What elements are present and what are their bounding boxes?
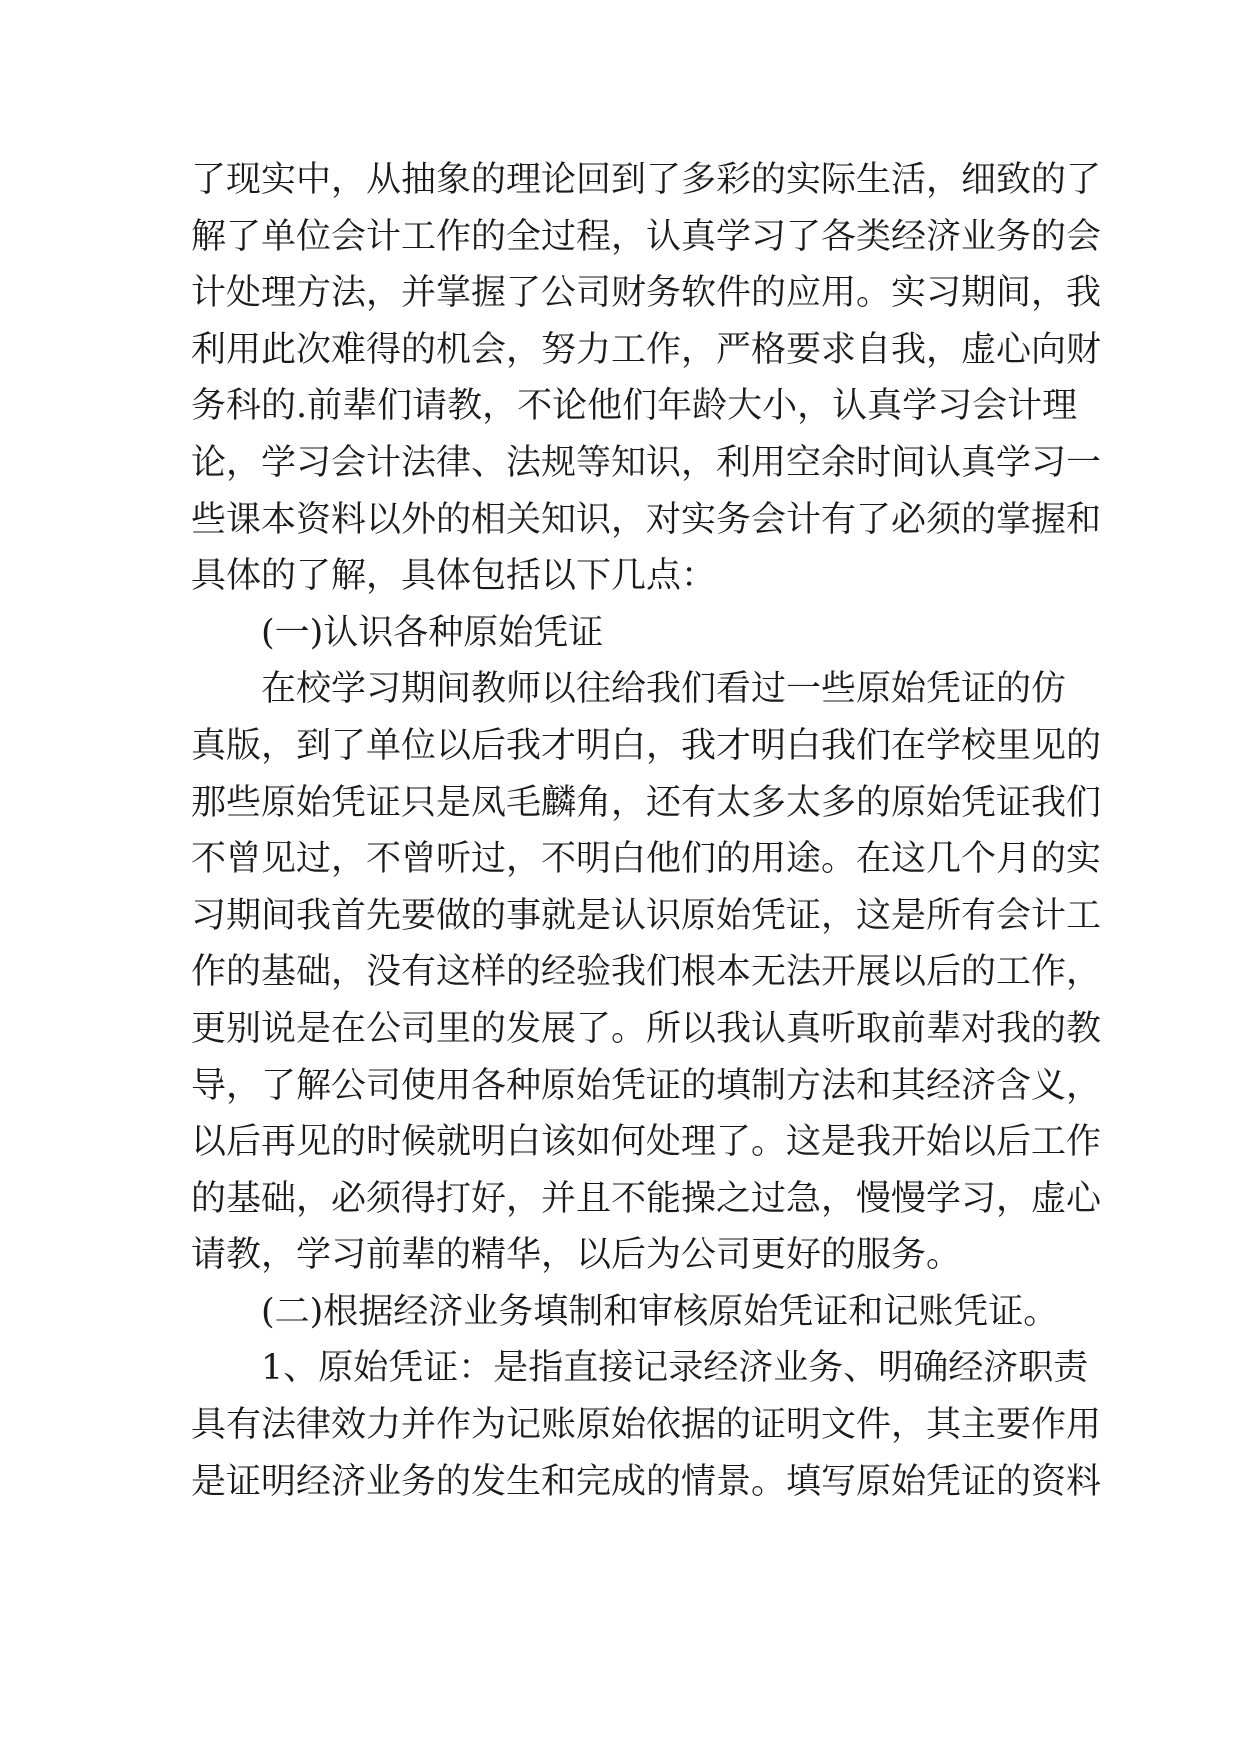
section-heading: (二)根据经济业务填制和审核原始凭证和记账凭证。	[261, 1291, 1059, 1332]
body-text	[191, 152, 1102, 1510]
text-line: 作的基础，没有这样的经验我们根本无法开展以后的工作，	[191, 952, 1102, 993]
text-line: 的基础，必须得打好，并且不能操之过急，慢慢学习，虚心	[191, 1178, 1102, 1219]
text-line: 请教，学习前辈的精华，以后为公司更好的服务。	[191, 1235, 962, 1276]
text-line: 在校学习期间教师以往给我们看过一些原始凭证的仿	[261, 669, 1067, 710]
text-line: 不曾见过，不曾听过，不明白他们的用途。在这几个月的实	[191, 839, 1102, 880]
text-line: 计处理方法，并掌握了公司财务软件的应用。实习期间，我	[191, 273, 1102, 314]
text-line: 更别说是在公司里的发展了。所以我认真听取前辈对我的教	[191, 1008, 1102, 1049]
section-heading: (一)认识各种原始凭证	[261, 612, 604, 653]
text-line: 解了单位会计工作的全过程，认真学习了各类经济业务的会	[191, 216, 1102, 257]
text-line: 1、原始凭证：是指直接记录经济业务、明确经济职责	[261, 1348, 1089, 1389]
text-line: 务科的.前辈们请教，不论他们年龄大小，认真学习会计理	[191, 386, 1078, 427]
text-line: 真版，到了单位以后我才明白，我才明白我们在学校里见的	[191, 725, 1102, 766]
text-line: 习期间我首先要做的事就是认识原始凭证，这是所有会计工	[191, 895, 1102, 936]
text-line: 具有法律效力并作为记账原始依据的证明文件，其主要作用	[191, 1405, 1102, 1446]
text-line: 那些原始凭证只是凤毛麟角，还有太多太多的原始凭证我们	[191, 782, 1102, 823]
text-line: 导，了解公司使用各种原始凭证的填制方法和其经济含义，	[191, 1065, 1102, 1106]
text-line: 论，学习会计法律、法规等知识，利用空余时间认真学习一	[191, 442, 1102, 483]
text-line: 利用此次难得的机会，努力工作，严格要求自我，虚心向财	[191, 329, 1102, 370]
text-line: 了现实中，从抽象的理论回到了多彩的实际生活，细致的了	[191, 160, 1102, 200]
text-line: 以后再见的时候就明白该如何处理了。这是我开始以后工作	[191, 1122, 1102, 1163]
text-line: 些课本资料以外的相关知识，对实务会计有了必须的掌握和	[191, 499, 1102, 540]
text-line: 是证明经济业务的发生和完成的情景。填写原始凭证的资料	[191, 1461, 1102, 1502]
text-line: 具体的了解，具体包括以下几点：	[191, 556, 717, 597]
